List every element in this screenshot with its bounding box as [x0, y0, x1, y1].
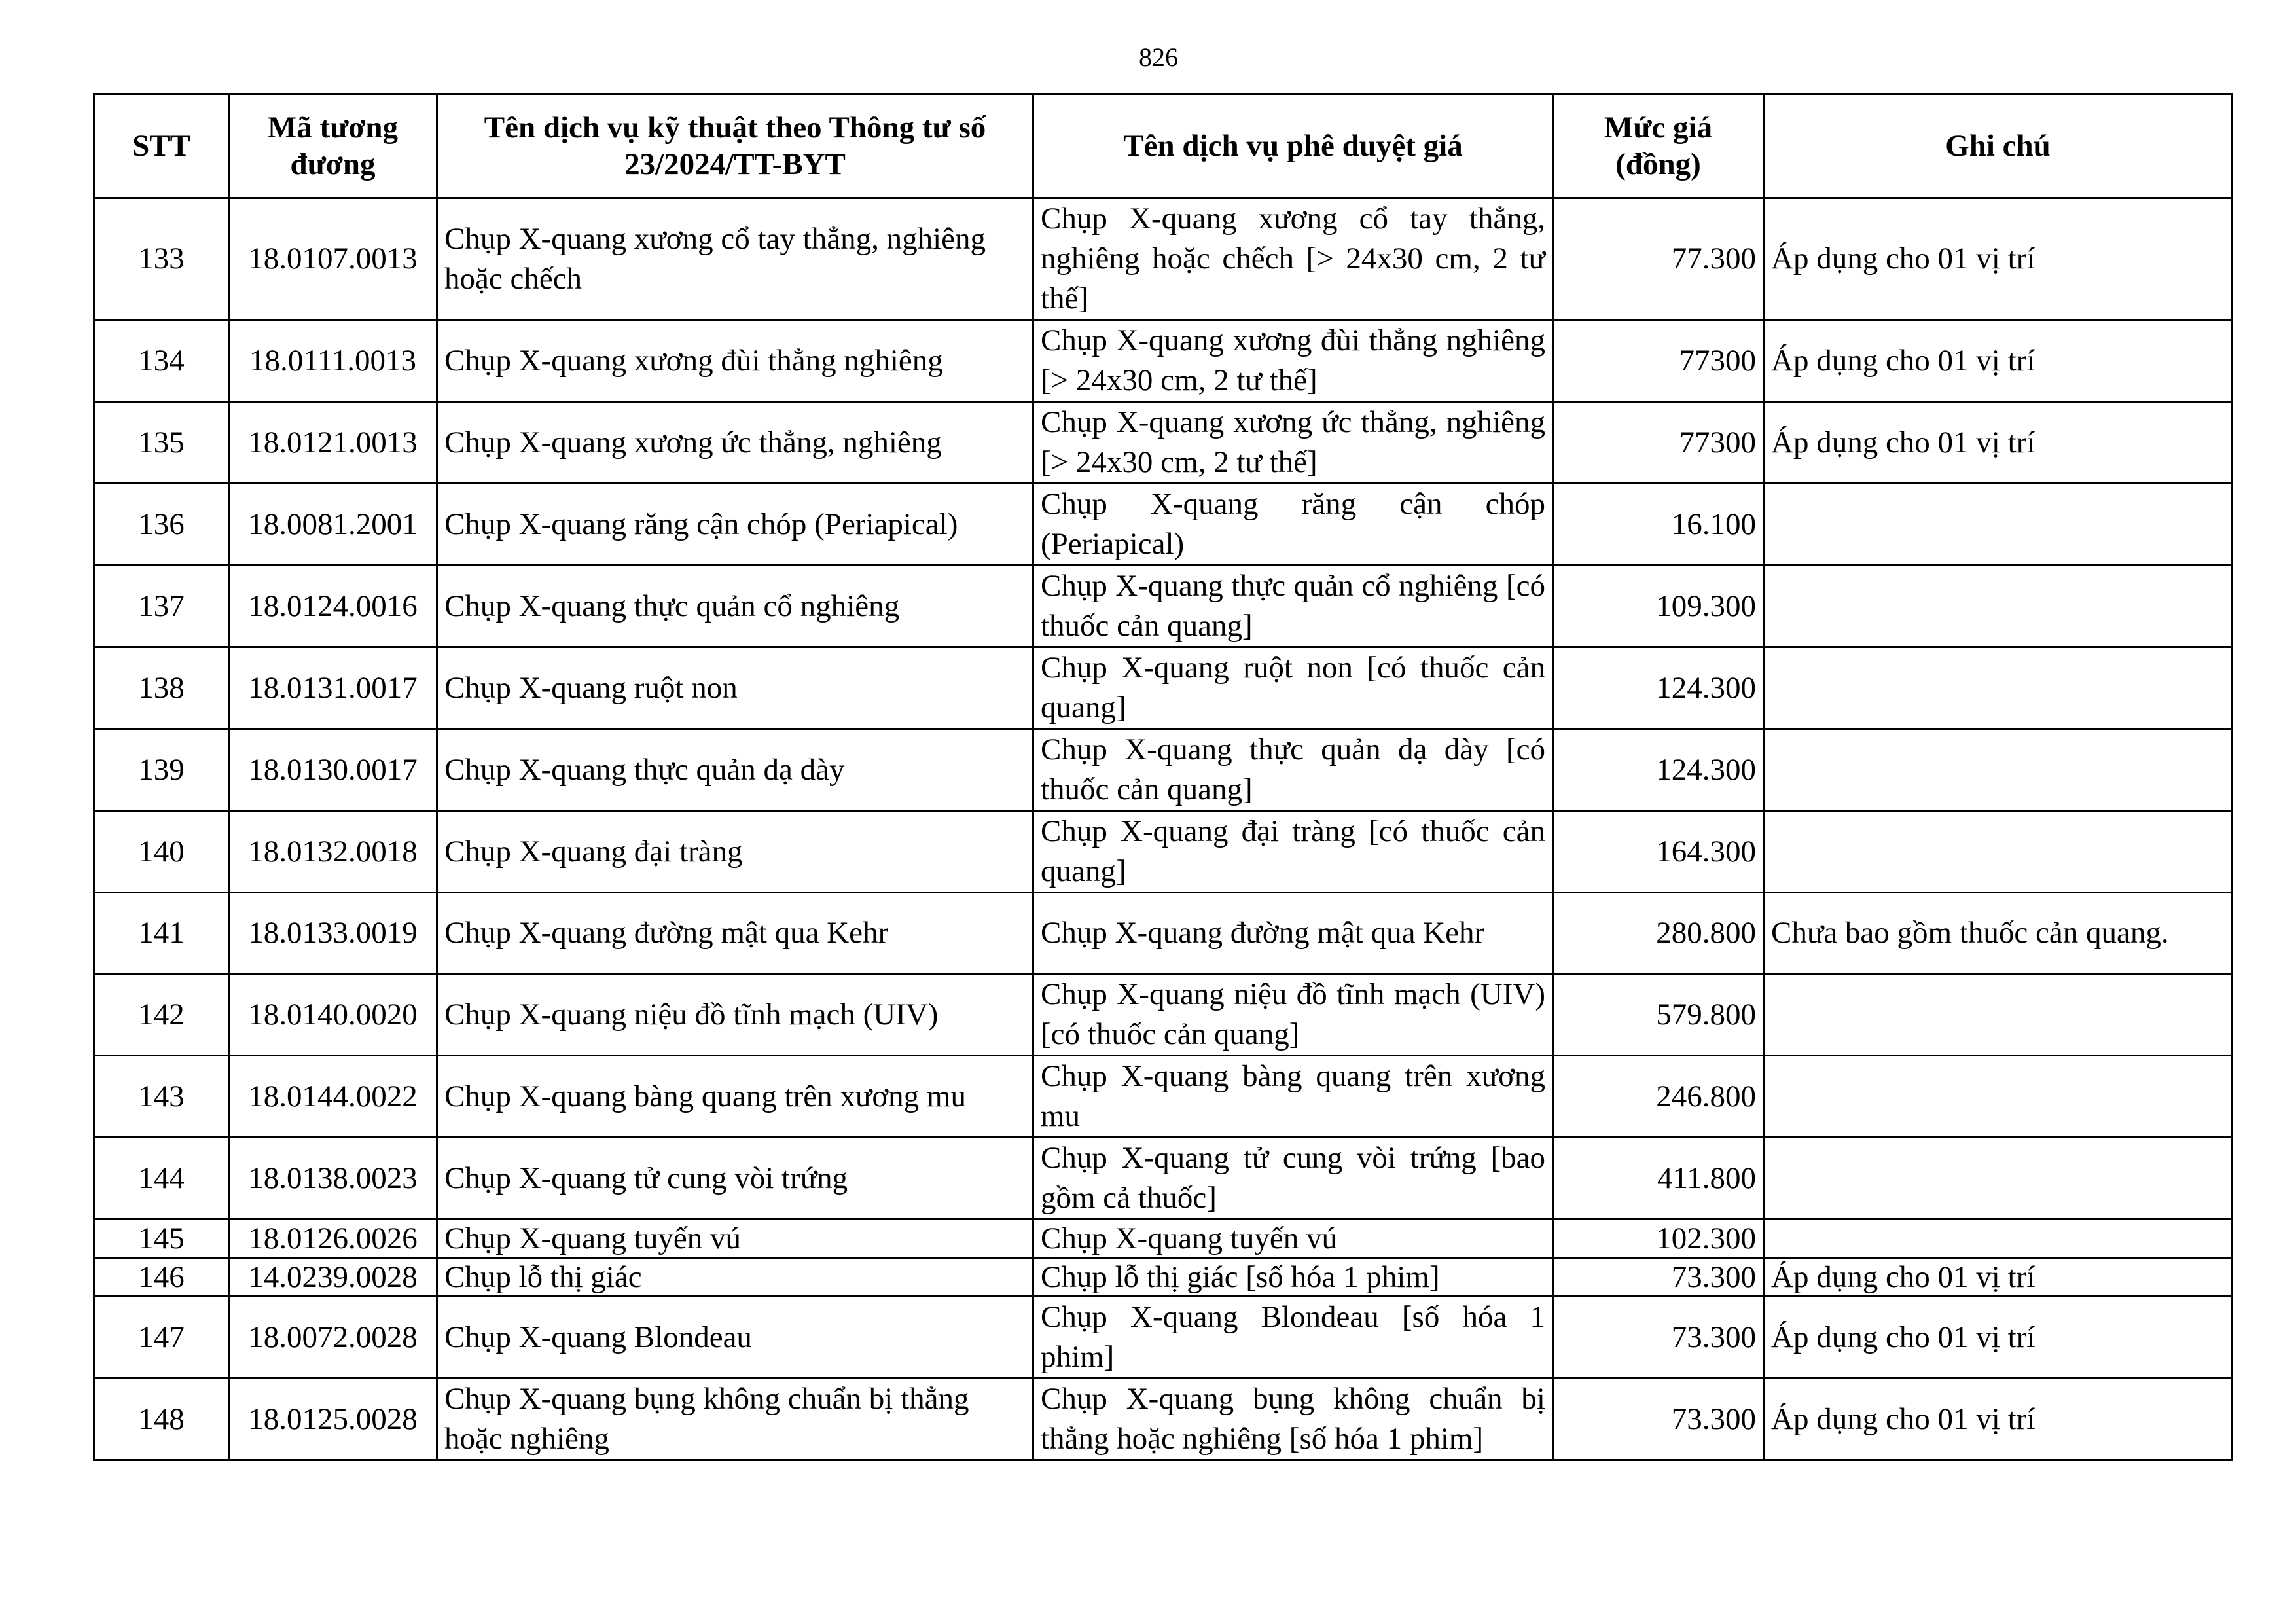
- cell-service-name: Chụp X-quang bàng quang trên xương mu: [437, 1056, 1033, 1138]
- cell-stt: 140: [94, 811, 229, 893]
- cell-approved-name: Chụp X-quang xương ức thẳng, nghiêng [> 24x30 cm, 2 tư thế]: [1033, 402, 1553, 484]
- cell-service-name: Chụp X-quang Blondeau: [437, 1297, 1033, 1379]
- cell-note: Áp dụng cho 01 vị trí: [1764, 1379, 2233, 1460]
- cell-code: 18.0133.0019: [229, 893, 437, 974]
- cell-stt: 146: [94, 1258, 229, 1297]
- table-row: [94, 1138, 2233, 1219]
- cell-stt: 133: [94, 198, 229, 320]
- table-row: [94, 566, 2233, 647]
- cell-approved-name: Chụp X-quang ruột non [có thuốc cản quang]: [1033, 647, 1553, 729]
- table-row: [94, 1056, 2233, 1138]
- cell-service-name: Chụp X-quang xương ức thẳng, nghiêng: [437, 402, 1033, 484]
- cell-note: [1764, 1219, 2233, 1258]
- cell-approved-name: Chụp X-quang xương đùi thẳng nghiêng [> 24x30 cm, 2 tư thế]: [1033, 320, 1553, 402]
- cell-note: Áp dụng cho 01 vị trí: [1764, 198, 2233, 320]
- cell-code: 18.0144.0022: [229, 1056, 437, 1138]
- cell-price: 73.300: [1553, 1297, 1764, 1379]
- cell-price: 164.300: [1553, 811, 1764, 893]
- table-row: [94, 484, 2233, 566]
- cell-code: 14.0239.0028: [229, 1258, 437, 1297]
- cell-approved-name: Chụp X-quang tử cung vòi trứng [bao gồm cả thuốc]: [1033, 1138, 1553, 1219]
- cell-approved-name: Chụp X-quang xương cổ tay thẳng, nghiêng hoặc chếch [> 24x30 cm, 2 tư thế]: [1033, 198, 1553, 320]
- cell-approved-name: Chụp X-quang thực quản cổ nghiêng [có thuốc cản quang]: [1033, 566, 1553, 647]
- cell-approved-name: Chụp X-quang thực quản dạ dày [có thuốc cản quang]: [1033, 729, 1553, 811]
- table-row: [94, 198, 2233, 320]
- cell-price: 77300: [1553, 402, 1764, 484]
- cell-service-name: Chụp X-quang đại tràng: [437, 811, 1033, 893]
- cell-price: 109.300: [1553, 566, 1764, 647]
- cell-stt: 144: [94, 1138, 229, 1219]
- table-row: [94, 729, 2233, 811]
- table-row: [94, 1258, 2233, 1297]
- cell-code: 18.0081.2001: [229, 484, 437, 566]
- cell-price: 77.300: [1553, 198, 1764, 320]
- cell-price: 280.800: [1553, 893, 1764, 974]
- cell-price: 73.300: [1553, 1258, 1764, 1297]
- cell-service-name: Chụp X-quang xương đùi thẳng nghiêng: [437, 320, 1033, 402]
- cell-note: [1764, 729, 2233, 811]
- header-approved-name: Tên dịch vụ phê duyệt giá: [1033, 94, 1553, 198]
- cell-service-name: Chụp X-quang đường mật qua Kehr: [437, 893, 1033, 974]
- cell-approved-name: Chụp lỗ thị giác [số hóa 1 phim]: [1033, 1258, 1553, 1297]
- cell-stt: 139: [94, 729, 229, 811]
- table-row: [94, 320, 2233, 402]
- cell-stt: 138: [94, 647, 229, 729]
- cell-note: Áp dụng cho 01 vị trí: [1764, 1258, 2233, 1297]
- cell-code: 18.0126.0026: [229, 1219, 437, 1258]
- cell-stt: 137: [94, 566, 229, 647]
- cell-price: 124.300: [1553, 647, 1764, 729]
- table-row: [94, 893, 2233, 974]
- cell-price: 102.300: [1553, 1219, 1764, 1258]
- header-note: Ghi chú: [1764, 94, 2233, 198]
- cell-note: [1764, 484, 2233, 566]
- cell-approved-name: Chụp X-quang đại tràng [có thuốc cản quang]: [1033, 811, 1553, 893]
- page-number: 826: [1139, 43, 1178, 72]
- cell-code: 18.0107.0013: [229, 198, 437, 320]
- table-row: [94, 647, 2233, 729]
- table-row: [94, 811, 2233, 893]
- cell-price: 411.800: [1553, 1138, 1764, 1219]
- cell-code: 18.0124.0016: [229, 566, 437, 647]
- header-stt: STT: [94, 94, 229, 198]
- cell-price: 73.300: [1553, 1379, 1764, 1460]
- cell-code: 18.0140.0020: [229, 974, 437, 1056]
- cell-price: 124.300: [1553, 729, 1764, 811]
- cell-service-name: Chụp X-quang tuyến vú: [437, 1219, 1033, 1258]
- cell-stt: 142: [94, 974, 229, 1056]
- cell-stt: 136: [94, 484, 229, 566]
- cell-service-name: Chụp X-quang răng cận chóp (Periapical): [437, 484, 1033, 566]
- cell-code: 18.0130.0017: [229, 729, 437, 811]
- cell-stt: 134: [94, 320, 229, 402]
- cell-stt: 148: [94, 1379, 229, 1460]
- cell-code: 18.0131.0017: [229, 647, 437, 729]
- cell-code: 18.0132.0018: [229, 811, 437, 893]
- cell-note: Chưa bao gồm thuốc cản quang.: [1764, 893, 2233, 974]
- cell-price: 579.800: [1553, 974, 1764, 1056]
- cell-note: [1764, 974, 2233, 1056]
- cell-stt: 141: [94, 893, 229, 974]
- header-service-name: Tên dịch vụ kỹ thuật theo Thông tư số 23/2024/TT-BYT: [437, 94, 1033, 198]
- table-row: [94, 402, 2233, 484]
- cell-note: [1764, 1056, 2233, 1138]
- cell-code: 18.0111.0013: [229, 320, 437, 402]
- cell-stt: 145: [94, 1219, 229, 1258]
- cell-service-name: Chụp X-quang thực quản cổ nghiêng: [437, 566, 1033, 647]
- cell-service-name: Chụp X-quang niệu đồ tĩnh mạch (UIV): [437, 974, 1033, 1056]
- table-row: [94, 1379, 2233, 1460]
- cell-stt: 135: [94, 402, 229, 484]
- header-code: Mã tương đương: [229, 94, 437, 198]
- cell-code: 18.0125.0028: [229, 1379, 437, 1460]
- price-table: [93, 93, 2233, 1461]
- cell-note: [1764, 1138, 2233, 1219]
- cell-approved-name: Chụp X-quang bụng không chuẩn bị thẳng hoặc nghiêng [số hóa 1 phim]: [1033, 1379, 1553, 1460]
- cell-price: 246.800: [1553, 1056, 1764, 1138]
- cell-note: Áp dụng cho 01 vị trí: [1764, 402, 2233, 484]
- table-row: [94, 1219, 2233, 1258]
- cell-approved-name: Chụp X-quang tuyến vú: [1033, 1219, 1553, 1258]
- header-price: Mức giá (đồng): [1553, 94, 1764, 198]
- table-row: [94, 974, 2233, 1056]
- cell-code: 18.0138.0023: [229, 1138, 437, 1219]
- cell-stt: 143: [94, 1056, 229, 1138]
- cell-service-name: Chụp lỗ thị giác: [437, 1258, 1033, 1297]
- cell-price: 77300: [1553, 320, 1764, 402]
- cell-approved-name: Chụp X-quang răng cận chóp (Periapical): [1033, 484, 1553, 566]
- cell-approved-name: Chụp X-quang đường mật qua Kehr: [1033, 893, 1553, 974]
- cell-note: [1764, 811, 2233, 893]
- cell-approved-name: Chụp X-quang bàng quang trên xương mu: [1033, 1056, 1553, 1138]
- cell-service-name: Chụp X-quang ruột non: [437, 647, 1033, 729]
- cell-note: Áp dụng cho 01 vị trí: [1764, 320, 2233, 402]
- cell-code: 18.0072.0028: [229, 1297, 437, 1379]
- cell-note: [1764, 566, 2233, 647]
- table-row: [94, 1297, 2233, 1379]
- cell-service-name: Chụp X-quang xương cổ tay thẳng, nghiêng hoặc chếch: [437, 198, 1033, 320]
- cell-approved-name: Chụp X-quang Blondeau [số hóa 1 phim]: [1033, 1297, 1553, 1379]
- cell-price: 16.100: [1553, 484, 1764, 566]
- cell-service-name: Chụp X-quang thực quản dạ dày: [437, 729, 1033, 811]
- cell-note: [1764, 647, 2233, 729]
- cell-stt: 147: [94, 1297, 229, 1379]
- table-header-row: [94, 94, 2233, 198]
- cell-service-name: Chụp X-quang tử cung vòi trứng: [437, 1138, 1033, 1219]
- cell-approved-name: Chụp X-quang niệu đồ tĩnh mạch (UIV) [có thuốc cản quang]: [1033, 974, 1553, 1056]
- cell-code: 18.0121.0013: [229, 402, 437, 484]
- cell-note: Áp dụng cho 01 vị trí: [1764, 1297, 2233, 1379]
- cell-service-name: Chụp X-quang bụng không chuẩn bị thẳng hoặc nghiêng: [437, 1379, 1033, 1460]
